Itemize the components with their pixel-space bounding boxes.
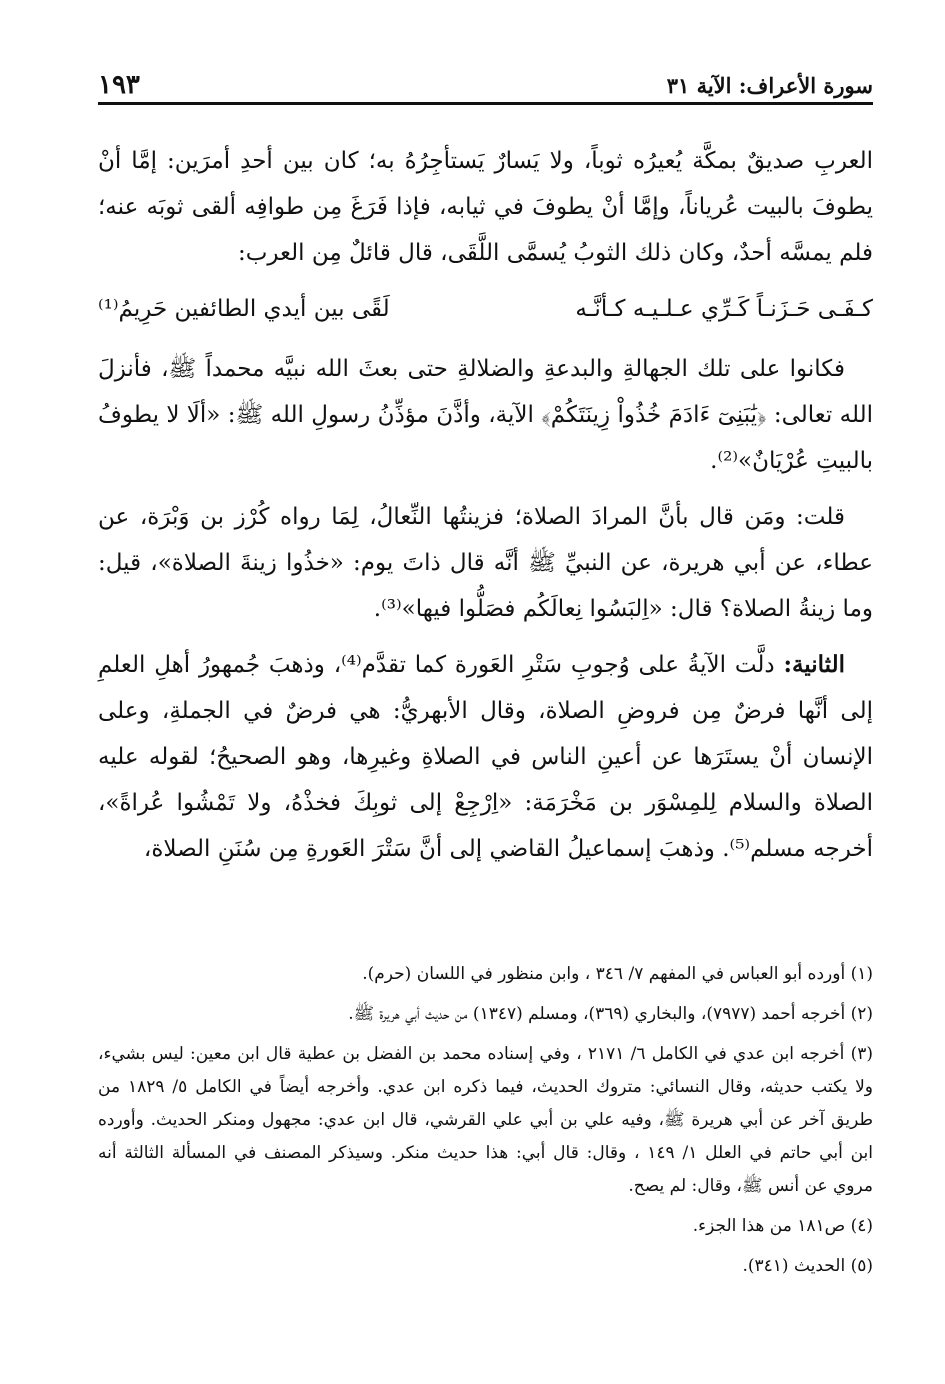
page-number: ١٩٣ <box>98 70 140 100</box>
footnote-1: (١) أورده أبو العباس في المفهم ٧/ ٣٤٦ ، وابن منظور في اللسان (حرم). <box>362 964 873 984</box>
footnote-4: (٤) ص١٨١ من هذا الجزء. <box>692 1216 873 1236</box>
running-title: سورة الأعراف: الآية ٣١ <box>666 73 873 98</box>
footnote-3: (٣) أخرجه ابن عدي في الكامل ٦/ ٢١٧١ ، وفي إسناده محمد بن الفضل بن عطية قال ابن معين: ليس بشيء، ولا يكتب حديثه، وقال النسائي: متروك الحديث، فيما ذكره ابن عدي. وأخرجه أيضاً في الكامل ٥/ ١٨٢٩ من طريق آخر عن أبي هريرة ﷺ، وفيه علي بن أبي علي القرشي، قال ابن عدي: مجهول ومنكر الحديث. وأورده ابن أبي حاتم في العلل ١/ ١٤٩ ، وقال: قال أبي: هذا حديث منكر. وسيذكر المصنف في المسألة الثالثة أنه مروي عن أنس ﷺ، وقال: لم يصح. <box>98 1044 874 1196</box>
footnote-5: (٥) الحديث (٣٤١). <box>742 1256 873 1276</box>
main-text <box>98 138 873 882</box>
poetry-verse <box>98 286 873 332</box>
paragraph-4 <box>98 642 873 872</box>
paragraph-4-text: دلَّت الآيةُ على وُجوبِ سَتْرِ العَورة كما تقدَّم⁽⁴⁾، وذهبَ جُمهورُ أهلِ العلمِ إلى أنَّها فرضٌ مِن فروضِ الصلاة، وقال الأبهريُّ: هي فرضٌ في الجملةِ، وعلى الإنسان أنْ يستَرَها عن أعينِ الناس في الصلاةِ وغيرِها، وهو الصحيحُ؛ لقوله عليه الصلاة والسلام لِلمِسْوَر بن مَخْرَمَة: «اِرْجِعْ إلى ثوبِكَ فخذْهُ، ولا تَمْشُوا عُراةً»، أخرجه مسلم⁽⁵⁾. وذهبَ إسماعيلُ القاضي إلى أنَّ سَتْرَ العَورةِ مِن سُنَنِ الصلاة، <box>98 652 873 862</box>
section-lead: الثانية: <box>783 651 845 678</box>
verse-second-hemistich: لَقًى بين أيدي الطائفين حَرِيمُ⁽¹⁾ <box>98 296 390 322</box>
paragraph-2: فكانوا على تلك الجهالةِ والبدعةِ والضلالةِ حتى بعثَ الله نبيَّه محمداً ﷺ، فأنزلَ الله تعالى: ﴿يَٰبَنِىٓ ءَادَمَ خُذُواْ زِينَتَكُمْ﴾ الآية، وأذَّنَ مؤذِّنُ رسولِ الله ﷺ: «ألَا لا يطوفُ بالبيتِ عُرْيَانٌ»⁽²⁾. <box>98 356 873 474</box>
footnote-2: (٢) أخرجه أحمد (٧٩٧٧)، والبخاري (٣٦٩)، ومسلم (١٣٤٧) من حديث أبي هريرة ﷺ. <box>348 1004 873 1024</box>
paragraph-1: العربِ صديقٌ بمكَّة يُعيرُه ثوباً، ولا يَسارٌ يَستأجِرُهُ به؛ كان بين أحدِ أمرَين: إمَّا أنْ يطوفَ بالبيت عُرياناً، وإمَّا أنْ يطوفَ في ثيابه، فإذا فَرَغَ مِن طوافِه ألقى ثوبَه عنه؛ فلم يمسَّه أحدٌ، وكان ذلك الثوبُ يُسمَّى اللَّقَى، قال قائلٌ مِن العرب: <box>98 148 873 266</box>
footnotes <box>98 958 873 1290</box>
verse-first-hemistich: كـفَـى حَـزَنـاً كَـرِّي عـلـيـه كـأنَّـه <box>575 296 873 322</box>
paragraph-3: قلت: ومَن قال بأنَّ المرادَ الصلاة؛ فزينتُها النِّعالُ، لِمَا رواه كُرْز بن وَبْرَة، عن عطاء، عن أبي هريرة، عن النبيِّ ﷺ أنَّه قال ذاتَ يوم: «خذُوا زينةَ الصلاة»، قيل: وما زينةُ الصلاة؟ قال: «اِلبَسُوا نِعالَكُم فصَلُّوا فيها»⁽³⁾. <box>98 504 873 622</box>
page-header <box>98 62 873 105</box>
